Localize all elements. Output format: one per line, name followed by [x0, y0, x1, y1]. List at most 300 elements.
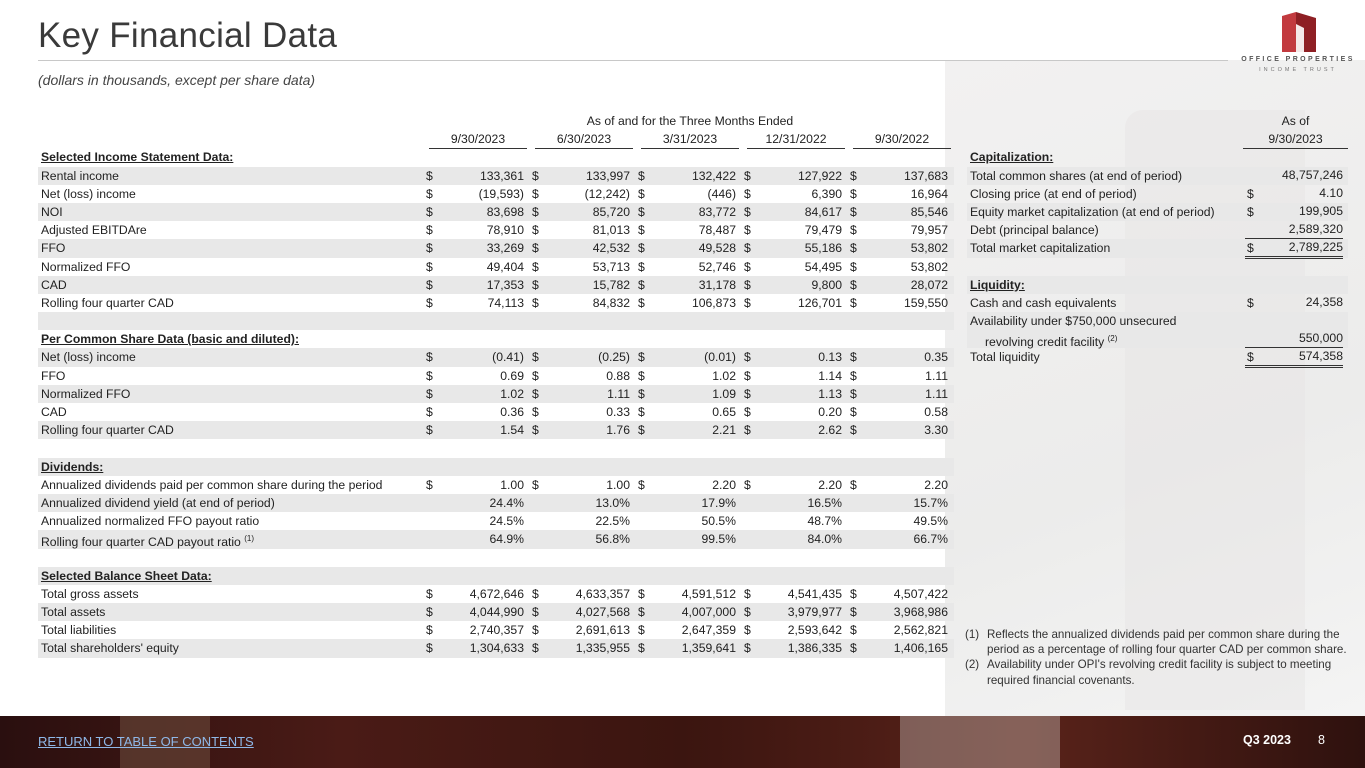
currency-symbol: $	[744, 405, 751, 419]
cell-value: (12,242)	[584, 186, 630, 201]
footnote-marker: (2)	[1107, 334, 1118, 344]
cell-value: 48.7%	[807, 514, 842, 529]
cell-value: 6,390	[811, 186, 842, 201]
currency-symbol: $	[532, 241, 539, 256]
table-row	[38, 621, 954, 639]
currency-symbol: $	[850, 277, 857, 292]
currency-symbol: $	[532, 423, 539, 438]
currency-symbol: $	[744, 423, 751, 438]
table-row	[967, 221, 1348, 239]
currency-symbol: $	[850, 241, 857, 256]
currency-symbol: $	[638, 605, 645, 620]
row-label: Total assets	[41, 605, 106, 620]
row-label: CAD	[41, 405, 67, 419]
currency-symbol: $	[850, 186, 857, 201]
row-label: Net (loss) income	[41, 350, 136, 365]
table-row	[967, 294, 1348, 312]
table-row	[38, 512, 954, 530]
cell-value: 42,532	[592, 241, 630, 256]
table-row	[38, 367, 954, 385]
cell-value: 50.5%	[701, 514, 736, 529]
cell-value: 1.02	[500, 386, 524, 401]
table-row	[38, 421, 954, 439]
currency-symbol: $	[426, 223, 433, 238]
table-row	[38, 603, 954, 621]
row-label: NOI	[41, 204, 63, 219]
financial-data-table	[38, 112, 954, 658]
side-header-row	[967, 112, 1348, 130]
cell-value: 2,562,821	[893, 623, 948, 638]
cell-value: 74,113	[487, 295, 524, 310]
cell-value: 2.62	[818, 423, 842, 438]
currency-symbol: $	[638, 405, 645, 419]
cell-value: 126,701	[797, 295, 842, 310]
currency-symbol: $	[532, 223, 539, 238]
cell-value: 4,591,512	[681, 586, 736, 601]
currency-symbol: $	[744, 641, 751, 656]
currency-symbol: $	[850, 168, 857, 183]
row-label: CAD	[41, 277, 67, 292]
cell-value: 28,072	[910, 277, 948, 292]
cell-value: 83,772	[698, 204, 736, 219]
cell-value: 1.00	[500, 477, 524, 492]
currency-symbol: $	[426, 168, 433, 183]
cell-value: 1,359,641	[681, 641, 736, 656]
currency-symbol: $	[744, 168, 751, 183]
row-label: Total liquidity	[970, 350, 1040, 365]
currency-symbol: $	[744, 204, 751, 219]
currency-symbol: $	[638, 223, 645, 238]
currency-symbol: $	[850, 295, 857, 310]
capitalization-table	[967, 112, 1348, 367]
row-label: Net (loss) income	[41, 186, 136, 201]
row-label: Total gross assets	[41, 586, 139, 601]
cell-value: 17.9%	[701, 495, 736, 510]
currency-symbol: $	[1247, 241, 1254, 256]
spacer-row	[38, 312, 954, 330]
cell-value: 0.13	[818, 350, 842, 365]
spacer-row	[38, 439, 954, 457]
spacer-row	[38, 549, 954, 567]
cell-value: 132,422	[691, 168, 736, 183]
footnote	[965, 657, 1350, 687]
cell-value: 33,269	[486, 241, 524, 256]
row-label: FFO	[41, 241, 66, 256]
row-label: Closing price (at end of period)	[970, 186, 1137, 201]
cell-value: 1.14	[818, 368, 842, 383]
currency-symbol: $	[638, 241, 645, 256]
cell-value: 0.65	[712, 405, 736, 419]
currency-symbol: $	[1247, 295, 1254, 310]
currency-symbol: $	[638, 368, 645, 383]
currency-symbol: $	[426, 423, 433, 438]
row-label: Total common shares (at end of period)	[970, 168, 1183, 183]
cell-value: 84,617	[804, 204, 842, 219]
cell-value: 49.5%	[913, 514, 948, 529]
cell-value: 49,404	[486, 259, 524, 274]
cell-value: 106,873	[691, 295, 736, 310]
side-header-date: 9/30/2023	[1243, 130, 1348, 149]
table-row	[967, 312, 1348, 348]
column-header-date: 9/30/2022	[853, 130, 951, 149]
currency-symbol: $	[638, 586, 645, 601]
cell-value: 64.9%	[489, 532, 524, 547]
currency-symbol: $	[532, 204, 539, 219]
section-header-row	[38, 458, 954, 476]
cell-value: 53,713	[592, 259, 630, 274]
currency-symbol: $	[638, 259, 645, 274]
currency-symbol: $	[850, 350, 857, 365]
column-header-date: 12/31/2022	[747, 130, 845, 149]
cell-value: (0.01)	[704, 350, 736, 365]
table-row	[38, 258, 954, 276]
table-header-row	[38, 112, 954, 130]
cell-value: 2.21	[712, 423, 736, 438]
cell-value: 83,698	[486, 204, 524, 219]
cell-value: 24.5%	[489, 514, 524, 529]
currency-symbol: $	[638, 641, 645, 656]
currency-symbol: $	[850, 204, 857, 219]
currency-symbol: $	[638, 277, 645, 292]
cell-value: 16.5%	[807, 495, 842, 510]
currency-symbol: $	[532, 168, 539, 183]
column-header-date: 9/30/2023	[429, 130, 527, 149]
table-row	[38, 403, 954, 421]
table-of-contents-link[interactable]: RETURN TO TABLE OF CONTENTS	[38, 734, 254, 749]
table-row	[967, 239, 1348, 257]
currency-symbol: $	[1247, 186, 1254, 201]
row-label: Normalized FFO	[41, 259, 131, 274]
column-header-date: 6/30/2023	[535, 130, 633, 149]
footnote-number: (1)	[965, 628, 980, 641]
row-label: Adjusted EBITDAre	[41, 223, 147, 238]
currency-symbol: $	[850, 259, 857, 274]
cell-value: 1,386,335	[787, 641, 842, 656]
cell-value: 159,550	[903, 295, 948, 310]
cell-value: 4,672,646	[469, 586, 524, 601]
cell-value: 78,487	[698, 223, 736, 238]
cell-value: 2,647,359	[681, 623, 736, 638]
cell-value: 3.30	[924, 423, 948, 438]
footnote-number: (2)	[965, 658, 980, 672]
cell-value: 4,541,435	[787, 586, 842, 601]
table-row	[967, 185, 1348, 203]
row-label: Rental income	[41, 168, 119, 183]
logo-text-line2: INCOME TRUST	[1259, 67, 1337, 73]
cell-value: 550,000	[1245, 330, 1343, 348]
table-row	[38, 203, 954, 221]
cell-value: 84,832	[592, 295, 630, 310]
cell-value: 3,968,986	[893, 605, 948, 620]
table-row	[38, 585, 954, 603]
currency-symbol: $	[850, 586, 857, 601]
cell-value: 1,304,633	[469, 641, 524, 656]
cell-value: 84.0%	[807, 532, 842, 547]
currency-symbol: $	[850, 223, 857, 238]
cell-value: 1.11	[925, 386, 948, 401]
table-row	[38, 185, 954, 203]
footnote	[965, 627, 1350, 657]
cell-value: 54,495	[804, 259, 842, 274]
cell-value: 66.7%	[913, 532, 948, 547]
cell-value: 9,800	[811, 277, 842, 292]
currency-symbol: $	[744, 623, 751, 638]
cell-value: 137,683	[903, 168, 948, 183]
currency-symbol: $	[532, 641, 539, 656]
currency-symbol: $	[426, 295, 433, 310]
cell-value: 1.00	[606, 477, 630, 492]
cell-value: 4,507,422	[893, 586, 948, 601]
table-row	[38, 167, 954, 185]
currency-symbol: $	[532, 350, 539, 365]
row-label: Availability under $750,000 unsecured	[970, 314, 1177, 329]
currency-symbol: $	[850, 641, 857, 656]
cell-value: 1,406,165	[893, 641, 948, 656]
page-title: Key Financial Data	[38, 16, 338, 55]
currency-symbol: $	[426, 277, 433, 292]
page-subtitle: (dollars in thousands, except per share data)	[38, 72, 316, 88]
cell-value: 1.54	[500, 423, 524, 438]
currency-symbol: $	[532, 586, 539, 601]
cell-value: 81,013	[592, 223, 630, 238]
column-header-date: 3/31/2023	[641, 130, 739, 149]
cell-value: 17,353	[486, 277, 524, 292]
section-header-row	[967, 276, 1348, 294]
footnotes	[965, 627, 1350, 688]
cell-value: 1.02	[712, 368, 736, 383]
currency-symbol: $	[638, 386, 645, 401]
cell-value: 55,186	[804, 241, 842, 256]
cell-value: 1.11	[607, 386, 630, 401]
currency-symbol: $	[426, 241, 433, 256]
row-label-continued: revolving credit facility $^{(2)}$	[985, 334, 1118, 350]
footnote-text: Reflects the annualized dividends paid per common share during the period as a percentage of rolling four quarter CAD per common share.	[987, 628, 1347, 657]
cell-value: 4,007,000	[681, 605, 736, 620]
row-label: Selected Balance Sheet Data:	[41, 568, 212, 583]
row-label: Cash and cash equivalents	[970, 295, 1117, 310]
cell-value: 85,720	[592, 204, 630, 219]
cell-value: 2.20	[924, 477, 948, 492]
currency-symbol: $	[744, 223, 751, 238]
cell-value: 2.20	[712, 477, 736, 492]
cell-value: 2.20	[818, 477, 842, 492]
logo-mark-icon	[1282, 12, 1316, 52]
row-label: Rolling four quarter CAD	[41, 423, 174, 438]
cell-value: 0.33	[606, 405, 630, 419]
cell-value: 2,740,357	[469, 623, 524, 638]
cell-value: 85,546	[910, 204, 948, 219]
currency-symbol: $	[744, 241, 751, 256]
currency-symbol: $	[638, 204, 645, 219]
currency-symbol: $	[850, 477, 857, 492]
cell-value: 4,633,357	[575, 586, 630, 601]
cell-value: (19,593)	[478, 186, 524, 201]
row-label: Equity market capitalization (at end of period)	[970, 204, 1215, 219]
currency-symbol: $	[850, 368, 857, 383]
currency-symbol: $	[638, 350, 645, 365]
currency-symbol: $	[532, 605, 539, 620]
cell-value: 133,361	[479, 168, 524, 183]
currency-symbol: $	[426, 259, 433, 274]
cell-value: 3,979,977	[787, 605, 842, 620]
currency-symbol: $	[744, 295, 751, 310]
table-row	[38, 221, 954, 239]
cell-value: 4.10	[1319, 185, 1343, 200]
currency-symbol: $	[426, 386, 433, 401]
currency-symbol: $	[426, 350, 433, 365]
cell-value: 0.58	[924, 405, 948, 419]
spacer-row	[967, 258, 1348, 276]
currency-symbol: $	[426, 641, 433, 656]
logo-text-line1: OFFICE PROPERTIES	[1241, 56, 1355, 63]
table-row	[967, 348, 1348, 366]
currency-symbol: $	[426, 623, 433, 638]
cell-value: 4,044,990	[469, 605, 524, 620]
cell-value: 13.0%	[595, 495, 630, 510]
cell-value: 0.88	[606, 368, 630, 383]
cell-value: 2,593,642	[787, 623, 842, 638]
cell-value: 79,479	[804, 223, 842, 238]
cell-value: 79,957	[910, 223, 948, 238]
currency-symbol: $	[744, 368, 751, 383]
cell-value: 2,691,613	[575, 623, 630, 638]
side-header-as-of: As of	[1281, 114, 1310, 128]
currency-symbol: $	[744, 586, 751, 601]
cell-value: 2,789,225	[1245, 239, 1343, 259]
cell-value: 48,757,246	[1282, 167, 1343, 182]
cell-value: 52,746	[698, 259, 736, 274]
cell-value: 199,905	[1298, 203, 1343, 218]
currency-symbol: $	[638, 295, 645, 310]
currency-symbol: $	[744, 259, 751, 274]
currency-symbol: $	[638, 477, 645, 492]
cell-value: 56.8%	[595, 532, 630, 547]
row-label: Annualized dividend yield (at end of period)	[41, 495, 275, 510]
table-row	[38, 494, 954, 512]
row-label: Rolling four quarter CAD payout ratio $^{(1)}$	[41, 534, 255, 550]
currency-symbol: $	[426, 605, 433, 620]
currency-symbol: $	[638, 168, 645, 183]
currency-symbol: $	[638, 623, 645, 638]
cell-value: 99.5%	[701, 532, 736, 547]
row-label: Total liabilities	[41, 623, 117, 638]
row-label: Annualized normalized FFO payout ratio	[41, 514, 260, 529]
row-label: Normalized FFO	[41, 386, 131, 401]
table-row	[38, 639, 954, 657]
table-row	[38, 476, 954, 494]
currency-symbol: $	[532, 405, 539, 419]
currency-symbol: $	[426, 368, 433, 383]
currency-symbol: $	[426, 204, 433, 219]
currency-symbol: $	[850, 405, 857, 419]
cell-value: 15.7%	[913, 495, 948, 510]
cell-value: 0.69	[500, 368, 524, 383]
table-date-header-row	[38, 130, 954, 148]
currency-symbol: $	[850, 605, 857, 620]
currency-symbol: $	[744, 386, 751, 401]
table-row	[38, 348, 954, 366]
row-label: Selected Income Statement Data:	[41, 150, 234, 165]
row-label: Capitalization:	[970, 150, 1054, 165]
cell-value: 0.35	[924, 350, 948, 365]
footnote-text: Availability under OPI's revolving credit facility is subject to meeting required financial covenants.	[987, 658, 1332, 687]
side-header-date-row	[967, 130, 1348, 148]
row-label: Debt (principal balance)	[970, 223, 1099, 238]
currency-symbol: $	[744, 605, 751, 620]
cell-value: 31,178	[698, 277, 736, 292]
currency-symbol: $	[532, 386, 539, 401]
currency-symbol: $	[532, 295, 539, 310]
table-row	[38, 239, 954, 257]
row-label: Per Common Share Data (basic and diluted):	[41, 332, 300, 347]
currency-symbol: $	[532, 623, 539, 638]
row-label: Total shareholders' equity	[41, 641, 179, 656]
currency-symbol: $	[532, 277, 539, 292]
column-group-header: As of and for the Three Months Ended	[586, 114, 794, 128]
table-row	[38, 530, 954, 548]
cell-value: 53,802	[910, 241, 948, 256]
currency-symbol: $	[532, 477, 539, 492]
cell-value: 49,528	[698, 241, 736, 256]
cell-value: 24,358	[1305, 294, 1343, 309]
cell-value: 53,802	[910, 259, 948, 274]
row-label: Liquidity:	[970, 277, 1025, 292]
currency-symbol: $	[850, 423, 857, 438]
cell-value: (446)	[707, 186, 736, 201]
currency-symbol: $	[1247, 350, 1254, 365]
currency-symbol: $	[850, 623, 857, 638]
table-row	[967, 203, 1348, 221]
currency-symbol: $	[638, 186, 645, 201]
currency-symbol: $	[744, 277, 751, 292]
cell-value: (0.25)	[598, 350, 630, 365]
footnote-marker: (1)	[244, 534, 255, 544]
page-number: 8	[1318, 733, 1325, 747]
row-label: Dividends:	[41, 459, 104, 474]
currency-symbol: $	[532, 368, 539, 383]
title-divider	[38, 60, 1228, 61]
cell-value: 1.13	[818, 386, 842, 401]
currency-symbol: $	[426, 586, 433, 601]
section-header-row	[38, 567, 954, 585]
section-header-row	[967, 148, 1348, 166]
currency-symbol: $	[532, 259, 539, 274]
cell-value: 127,922	[797, 168, 842, 183]
cell-value: 1.09	[712, 386, 736, 401]
row-label: FFO	[41, 368, 66, 383]
cell-value: 24.4%	[489, 495, 524, 510]
currency-symbol: $	[744, 186, 751, 201]
footer-photo-detail	[900, 716, 1060, 768]
section-header-row	[38, 148, 954, 166]
cell-value: 4,027,568	[575, 605, 630, 620]
cell-value: 0.36	[500, 405, 524, 419]
currency-symbol: $	[744, 477, 751, 492]
row-label: Total market capitalization	[970, 241, 1111, 256]
currency-symbol: $	[638, 423, 645, 438]
cell-value: 1.76	[606, 423, 630, 438]
currency-symbol: $	[850, 386, 857, 401]
currency-symbol: $	[532, 186, 539, 201]
cell-value: 0.20	[818, 405, 842, 419]
section-header-row	[38, 330, 954, 348]
table-row	[967, 167, 1348, 185]
cell-value: 16,964	[910, 186, 948, 201]
currency-symbol: $	[1247, 204, 1254, 219]
currency-symbol: $	[744, 350, 751, 365]
quarter-label: Q3 2023	[1243, 733, 1291, 747]
cell-value: (0.41)	[492, 350, 524, 365]
